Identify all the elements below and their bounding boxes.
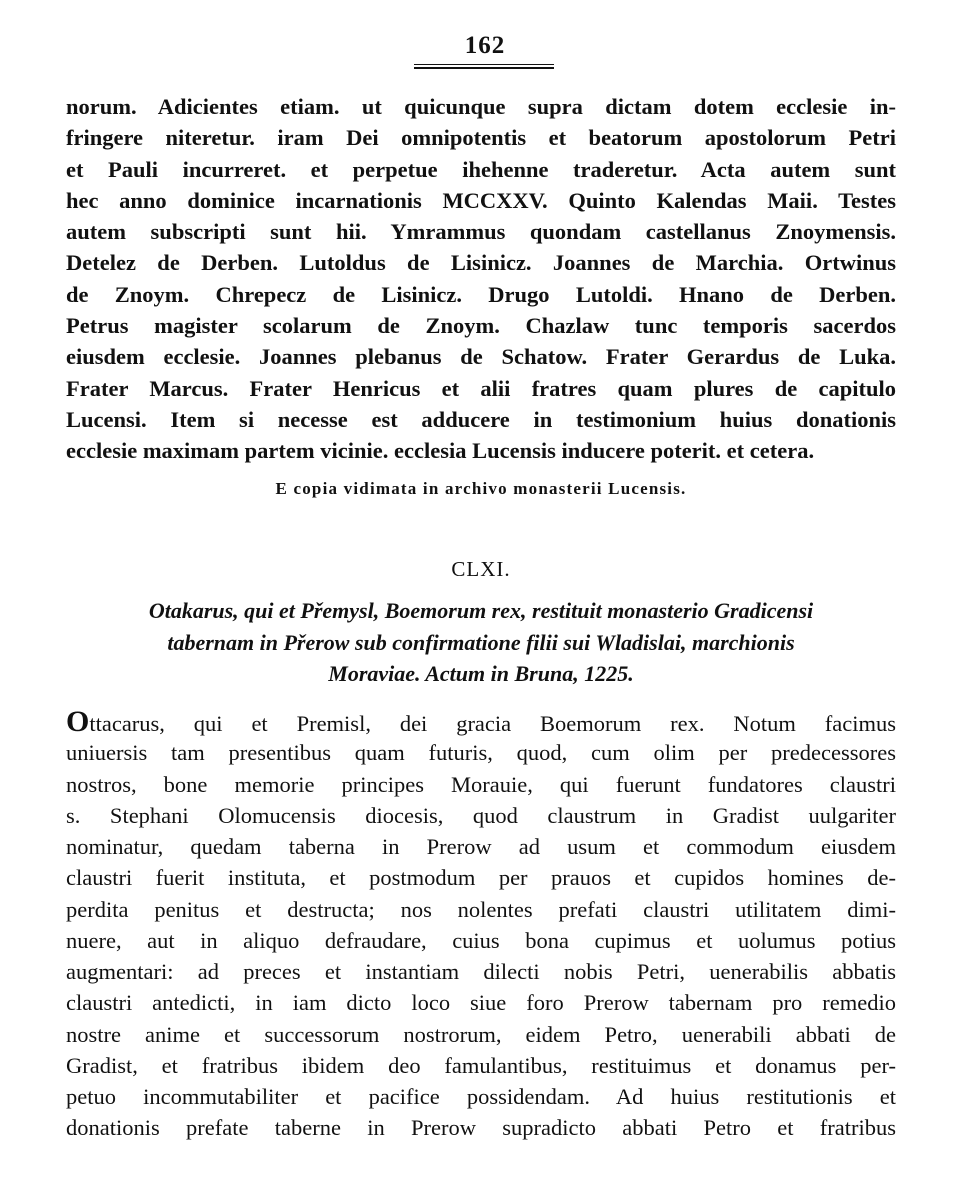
header-rule — [414, 64, 554, 65]
summary-line: Moraviae. Actum in Bruna, 1225. — [328, 661, 634, 686]
text-line: Frater Marcus. Frater Henricus et alii fratres quam plures de capitulo — [66, 375, 896, 401]
text-line: hec anno dominice incarnationis MCCXXV. Quinto Kalendas Maii. Testes — [66, 187, 896, 213]
text-line: Detelez de Derben. Lutoldus de Lisinicz. Joannes de Marchia. Ortwinus — [66, 250, 896, 276]
text-line: de Znoym. Chrepecz de Lisinicz. Drugo Lutoldi. Hnano de Derben. — [66, 281, 896, 307]
text-line: Petrus magister scolarum de Znoym. Chazlaw tunc temporis sacerdos — [66, 313, 896, 339]
text-line: norum. Adicientes etiam. ut quicunque supra dictam dotem ecclesie in- — [66, 94, 896, 119]
document-number: CLXI. — [451, 557, 511, 581]
drop-initial: O — [66, 706, 90, 738]
text-line: donationis prefate taberne in Prerow supradicto abbati Petro et fratribus — [66, 1115, 896, 1141]
summary-line: Otakarus, qui et Přemysl, Boemorum rex, restituit monasterio Gradicensi — [148, 598, 814, 623]
summary-line: tabernam in Přerow sub confirmatione filii sui Wladislai, marchionis — [167, 629, 795, 655]
charter-body-paragraph — [66, 706, 896, 1144]
charter-ending-paragraph — [66, 91, 896, 467]
text-line: fringere niteretur. iram Dei omnipotentis et beatorum apostolorum Petri — [66, 125, 896, 151]
text-line: s. Stephani Olomucensis diocesis, quod claustrum in Gradist uulgariter — [66, 802, 896, 828]
text-line: nominatur, quedam taberna in Prerow ad usum et commodum eiusdem — [66, 834, 896, 859]
text-line: perdita penitus et destructa; nos nolentes prefati claustri utilitatem dimi- — [66, 896, 896, 922]
header-rule-double — [414, 67, 554, 69]
text-line: augmentari: ad preces et instantiam dilecti nobis Petri, uenerabilis abbatis — [66, 959, 896, 984]
text-line: claustri antedicti, in iam dicto loco siue foro Prerow tabernam pro remedio — [66, 990, 896, 1016]
text-line: autem subscripti sunt hii. Ymrammus quondam castellanus Znoymensis. — [66, 219, 896, 245]
text-line: Gradist, et fratribus ibidem deo famulantibus, restituimus et donamus per- — [66, 1052, 896, 1078]
page-number: 162 — [464, 32, 506, 59]
text-line: eiusdem ecclesie. Joannes plebanus de Schatow. Frater Gerardus de Luka. — [66, 344, 896, 370]
source-note: E copia vidimata in archivo monasterii Lucensis. — [275, 479, 687, 498]
text-line: ecclesie maximam partem vicinie. ecclesia Lucensis inducere poterit. et cetera. — [66, 438, 815, 464]
text-line: nuere, aut in aliquo defraudare, cuius bona cupimus et uolumus potius — [66, 927, 896, 953]
text-line: petuo incommutabiliter et pacifice possidendam. Ad huius restitutionis et — [66, 1084, 896, 1109]
text-line: claustri fuerit instituta, et postmodum per prauos et cupidos homines de- — [66, 865, 896, 891]
text-line: et Pauli incurreret. et perpetue ihehenne traderetur. Acta autem sunt — [66, 156, 896, 182]
text-line-first — [66, 706, 896, 737]
text-line: uniuersis tam presentibus quam futuris, quod, cum olim per predecessores — [66, 740, 896, 766]
text-line: Lucensi. Item si necesse est adducere in testimonium huius donationis — [66, 406, 896, 432]
first-line-text: ttacarus, qui et Premisl, dei gracia Boemorum rex. Notum facimus — [89, 711, 896, 736]
text-line: nostros, bone memorie principes Morauie, qui fuerunt fundatores claustri — [66, 771, 896, 797]
document-summary — [66, 595, 896, 690]
text-line: nostre anime et successorum nostrorum, eidem Petro, uenerabili abbati de — [66, 1021, 896, 1047]
